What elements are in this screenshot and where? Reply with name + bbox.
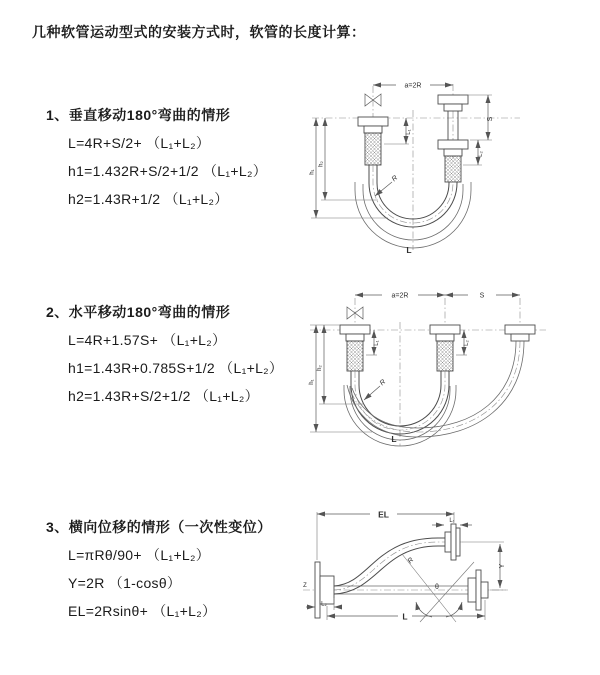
formula-h2: h2=1.43R+S/2+1/2 （L₁+L₂） bbox=[68, 388, 259, 404]
radius-label bbox=[375, 175, 399, 196]
formula-h2: h2=1.43R+1/2 （L₁+L₂） bbox=[68, 191, 229, 207]
svg-text:L₂: L₂ bbox=[321, 601, 327, 608]
section1-heading: 1、垂直移动180°弯曲的情形 bbox=[46, 107, 231, 123]
dimension-el bbox=[317, 510, 454, 561]
dimension-span-a2r bbox=[373, 83, 453, 90]
formula-h1: h1=1.432R+S/2+1/2 （L₁+L₂） bbox=[68, 163, 268, 179]
section-vertical-bend bbox=[46, 105, 326, 209]
middle-fitting bbox=[430, 325, 460, 371]
left-flange bbox=[315, 562, 334, 618]
formula-length: L=πRθ/90+ （L₁+L₂） bbox=[68, 547, 211, 563]
diagram-horizontal-bend bbox=[306, 282, 591, 452]
svg-text:R: R bbox=[390, 174, 400, 184]
l1-label: L₁ bbox=[406, 129, 412, 135]
svg-text:L: L bbox=[402, 611, 408, 622]
svg-text:θ: θ bbox=[435, 584, 439, 591]
hose-wide-sweep bbox=[347, 341, 524, 437]
centerlines bbox=[310, 298, 546, 446]
radius-label bbox=[407, 557, 416, 566]
l2-label: L₂ bbox=[478, 151, 484, 157]
hose-s-curve bbox=[334, 538, 438, 594]
formula-el: EL=2Rsinθ+ （L₁+L₂） bbox=[68, 603, 217, 619]
section2-heading: 2、水平移动180°弯曲的情形 bbox=[46, 304, 231, 320]
svg-text:R: R bbox=[378, 378, 388, 388]
top-flange bbox=[438, 524, 460, 560]
length-label: L bbox=[391, 434, 397, 444]
s-label: S bbox=[487, 116, 494, 122]
centerlines bbox=[309, 84, 520, 250]
svg-text:L₁: L₁ bbox=[374, 340, 380, 346]
formula-y: Y=2R （1-cosθ） bbox=[68, 575, 182, 591]
dimension-travel-s bbox=[445, 293, 520, 300]
svg-text:R: R bbox=[406, 556, 416, 566]
svg-text:Y: Y bbox=[499, 563, 506, 569]
h1-label: h₁ bbox=[309, 169, 316, 175]
right-fitting-phantom bbox=[505, 325, 535, 341]
length-label: L bbox=[406, 245, 412, 255]
left-fitting bbox=[340, 325, 370, 371]
span-label: a=2R bbox=[404, 82, 422, 90]
section-horizontal-bend bbox=[46, 302, 326, 406]
page-title: 几种软管运动型式的安装方式时，软管的长度计算： bbox=[32, 24, 366, 40]
svg-text:h₁: h₁ bbox=[309, 379, 315, 385]
dimension-span-a2r bbox=[355, 293, 445, 300]
svg-text:EL: EL bbox=[378, 509, 389, 520]
svg-text:h₂: h₂ bbox=[317, 365, 323, 371]
anchor-mark: Z bbox=[303, 583, 307, 589]
formula-h1: h1=1.43R+0.785S+1/2 （L₁+L₂） bbox=[68, 360, 284, 376]
section-lateral bbox=[46, 517, 326, 621]
svg-text:L₂: L₂ bbox=[464, 340, 470, 346]
h2-label: h₂ bbox=[318, 161, 325, 167]
diagram-lateral bbox=[298, 498, 598, 653]
section3-heading: 3、横向位移的情形（一次性变位） bbox=[46, 519, 272, 535]
diagram-vertical-bend bbox=[308, 72, 568, 257]
radius-label bbox=[364, 379, 387, 400]
angle-theta bbox=[402, 554, 474, 622]
svg-text:a=2R: a=2R bbox=[391, 292, 409, 300]
dimension-fitting-top bbox=[432, 518, 472, 525]
formula-length: L=4R+S/2+ （L₁+L₂） bbox=[68, 135, 211, 151]
left-fitting bbox=[358, 117, 388, 165]
svg-text:L₁: L₁ bbox=[449, 518, 455, 524]
formula-length: L=4R+1.57S+ （L₁+L₂） bbox=[68, 332, 227, 348]
svg-text:S: S bbox=[479, 292, 485, 300]
